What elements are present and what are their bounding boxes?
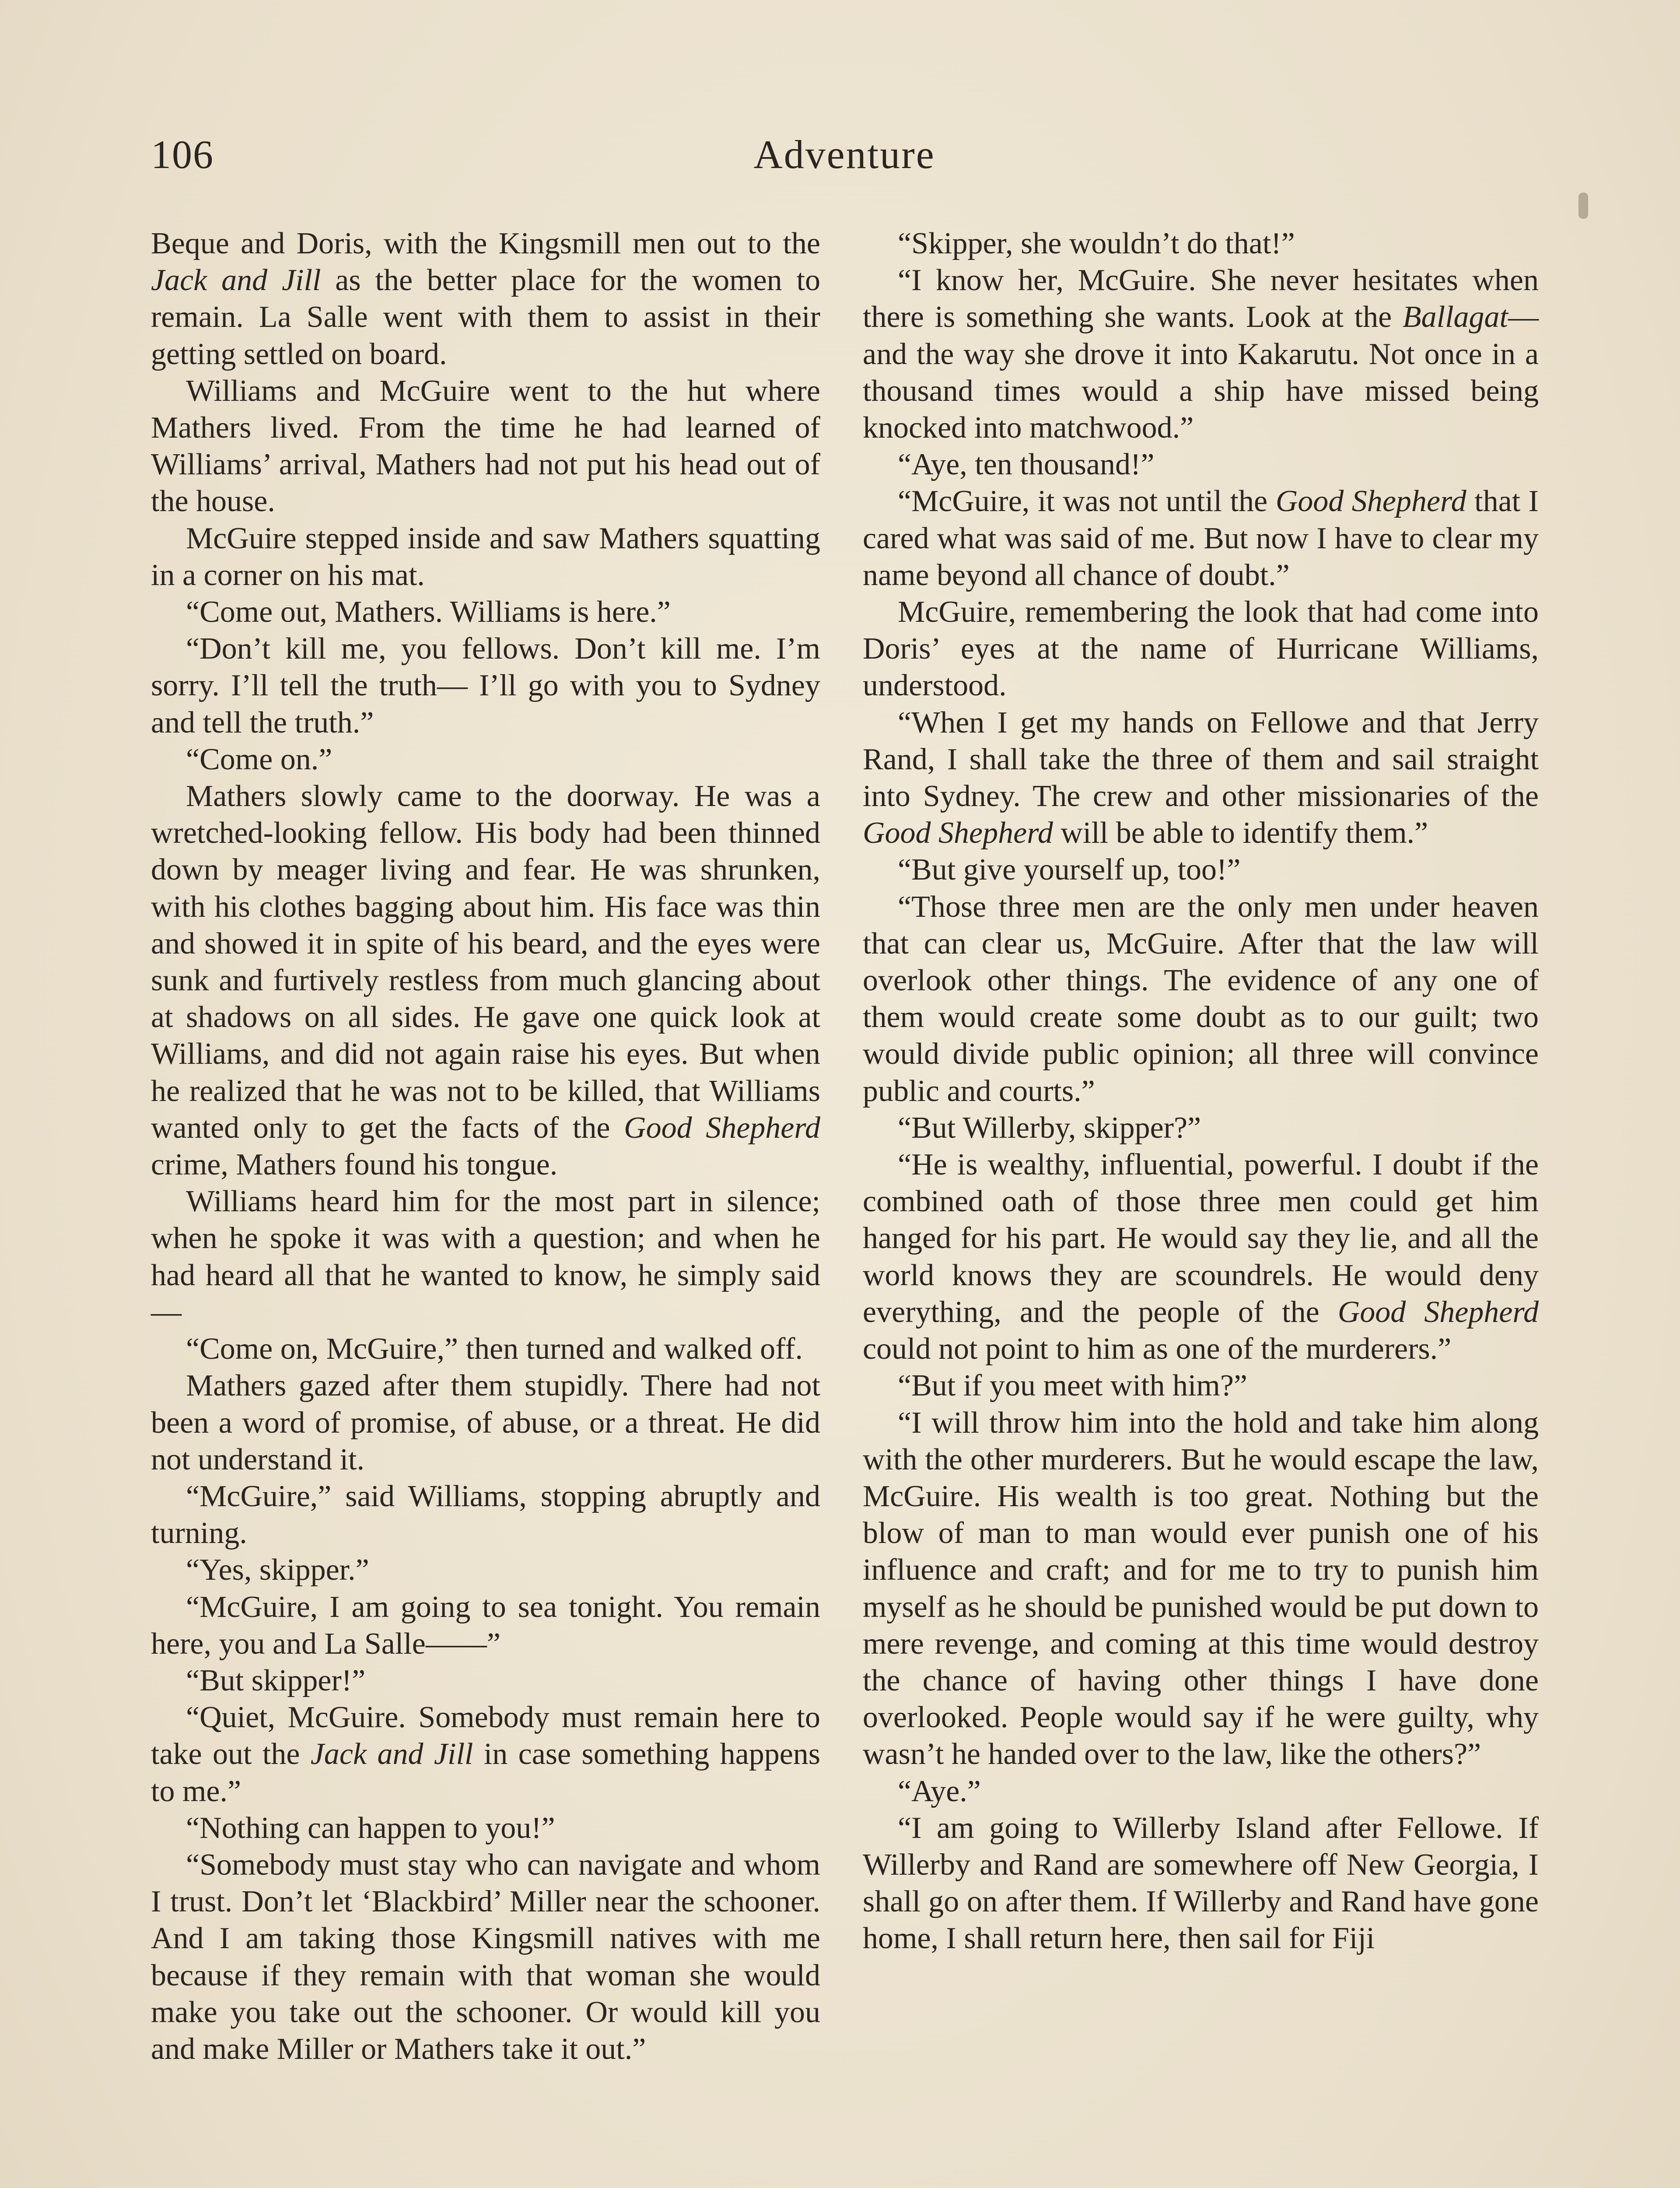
paragraph: McGuire, remembering the look that had come into Doris’ eyes at the name of Hurricane Williams, understood. — [863, 595, 1539, 703]
paragraph: “He is wealthy, influential, powerful. I doubt if the combined oath of those three men could get him hanged for his part. He would say they lie, and all the world knows they are scoundrels. He would deny everything, and the people of the Good Shepherd could not point to him as one of the murderers.” — [863, 1148, 1539, 1366]
paragraph: Williams heard him for the most part in silence; when he spoke it was with a question; and when he had heard all that he wanted to know, he simply said— — [151, 1185, 820, 1329]
paragraph: “Come on.” — [186, 742, 332, 776]
italic-title: Good Shepherd — [1337, 1295, 1539, 1329]
paragraph: “McGuire, I am going to sea tonight. You remain here, you and La Salle——” — [151, 1590, 820, 1661]
paragraph: “Nothing can happen to you!” — [186, 1811, 555, 1845]
paragraph: “Aye, ten thousand!” — [898, 448, 1155, 482]
print-speck — [1578, 193, 1588, 219]
paragraph: “Don’t kill me, you fellows. Don’t kill me. I’m sorry. I’ll tell the truth— I’ll go with you to Sydney and tell the truth.” — [151, 632, 820, 740]
paragraph: Williams and McGuire went to the hut where Mathers lived. From the time he had learned of Williams’ arrival, Mathers had not put his head out of the house. — [151, 374, 820, 519]
right-text-column — [863, 225, 1539, 1957]
running-title: Adventure — [753, 132, 935, 177]
paragraph: McGuire stepped inside and saw Mathers squatting in a corner on his mat. — [151, 521, 820, 592]
paragraph: “But if you meet with him?” — [898, 1369, 1247, 1403]
italic-title: Good Shepherd — [1275, 484, 1466, 519]
italic-title: Jack and Jill — [151, 263, 321, 298]
paragraph: Mathers gazed after them stupidly. There had not been a word of promise, of abuse, or a threat. He did not understand it. — [151, 1369, 820, 1476]
paragraph: “But give yourself up, too!” — [898, 853, 1241, 887]
page-number: 106 — [151, 132, 214, 177]
paragraph: “Come out, Mathers. Williams is here.” — [186, 595, 671, 629]
paragraph: “McGuire, it was not until the Good Shepherd that I cared what was said of me. But now I have to clear my name beyond all chance of doubt.” — [863, 484, 1539, 592]
paragraph: “Come on, McGuire,” then turned and walked off. — [186, 1332, 803, 1366]
paragraph: “I am going to Willerby Island after Fellowe. If Willerby and Rand are somewhere off New Georgia, I shall go on after them. If Willerby and Rand have gone home, I shall return here, then sail for Fiji — [863, 1811, 1539, 1956]
paragraph: “I know her, McGuire. She never hesitates when there is something she wants. Look at the Ballagat—and the way she drove it into Kakarutu. Not once in a thousand times would a ship have missed being knocked into matchwood.” — [863, 263, 1539, 445]
paragraph: “Those three men are the only men under heaven that can clear us, McGuire. After that the law will overlook other things. The evidence of any one of them would create some doubt as to our guilt; two would divide public opinion; all three will convince public and courts.” — [863, 890, 1539, 1108]
italic-title: Ballagat — [1402, 300, 1508, 334]
paragraph: “Aye.” — [898, 1774, 981, 1808]
italic-title: Jack and Jill — [310, 1737, 473, 1771]
paragraph: “Yes, skipper.” — [186, 1553, 369, 1587]
paragraph: “But skipper!” — [186, 1663, 366, 1697]
paragraph: Beque and Doris, with the Kingsmill men out to the Jack and Jill as the better place for the women to remain. La Salle went with them to assist in their getting settled on board. — [151, 227, 820, 371]
paragraph: Mathers slowly came to the doorway. He was a wretched-looking fellow. His body had been thinned down by meager living and fear. He was shrunken, with his clothes bagging about him. His face was thin and showed it in spite of his beard, and the eyes were sunk and furtively restless from much glancing about at shadows on all sides. He gave one quick look at Williams, and did not again raise his eyes. But when he realized that he was not to be killed, that Williams wanted only to get the facts of the Good Shepherd crime, Mathers found his tongue. — [151, 779, 820, 1182]
paragraph: “Quiet, McGuire. Somebody must remain here to take out the Jack and Jill in case something happens to me.” — [151, 1701, 820, 1808]
paragraph: “When I get my hands on Fellowe and that Jerry Rand, I shall take the three of them and sail straight into Sydney. The crew and other missionaries of the Good Shepherd will be able to identify them.” — [863, 705, 1539, 850]
left-text-column — [151, 225, 820, 2068]
italic-title: Good Shepherd — [624, 1111, 820, 1145]
page-header — [151, 127, 1538, 193]
paragraph: “But Willerby, skipper?” — [898, 1111, 1201, 1145]
italic-title: Good Shepherd — [863, 816, 1053, 850]
paragraph: “Somebody must stay who can navigate and whom I trust. Don’t let ‘Blackbird’ Miller near the schooner. And I am taking those Kingsmill natives with me because if they remain with that woman she would make you take out the schooner. Or would kill you and make Miller or Mathers take it out.” — [151, 1848, 820, 2066]
paragraph: “Skipper, she wouldn’t do that!” — [898, 227, 1295, 260]
paragraph: “McGuire,” said Williams, stopping abruptly and turning. — [151, 1479, 820, 1550]
paragraph: “I will throw him into the hold and take him along with the other murderers. But he would escape the law, McGuire. His wealth is too great. Nothing but the blow of man to man would ever punish one of his influence and craft; and for me to try to punish him myself as he should be punished would be put down to mere revenge, and coming at this time would destroy the chance of having other things I have done overlooked. People would say if he were guilty, why wasn’t he handed over to the law, like the others?” — [863, 1406, 1539, 1771]
